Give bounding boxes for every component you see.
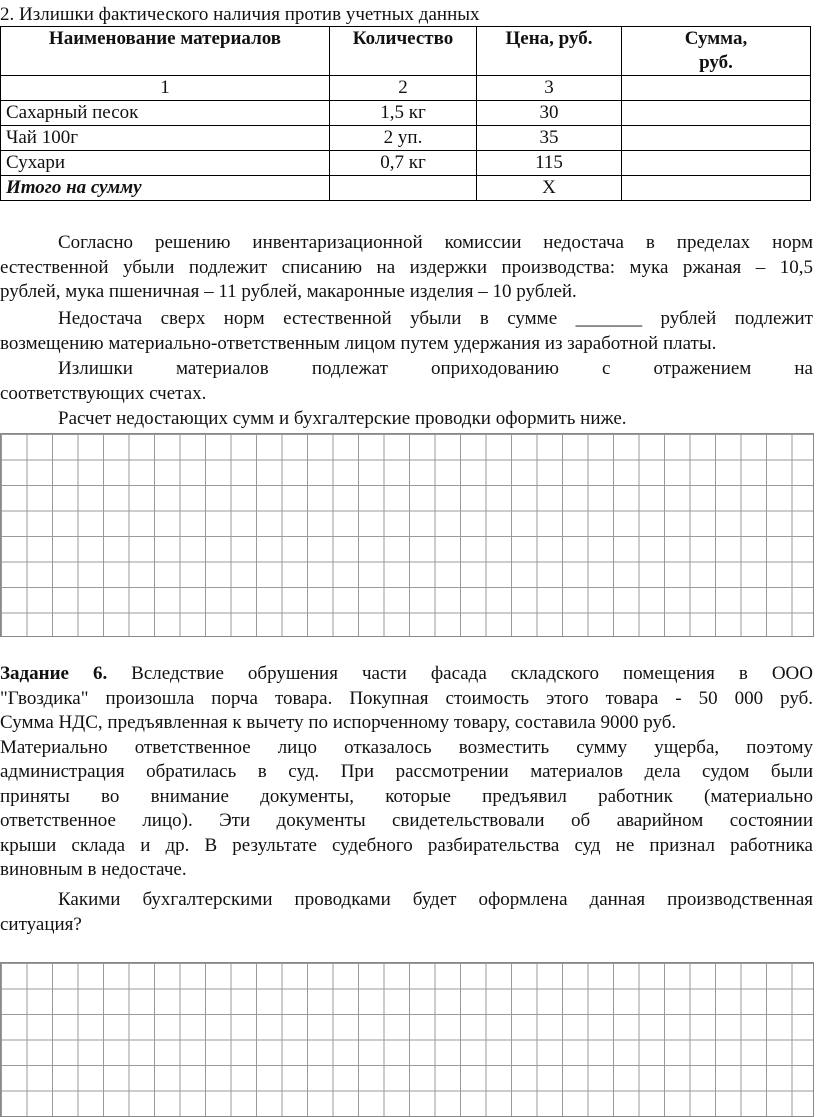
answer-grid[interactable] xyxy=(0,433,814,637)
column-number xyxy=(622,76,811,101)
total-row xyxy=(1,176,811,201)
material-price: 30 xyxy=(477,101,622,126)
task6-question xyxy=(0,888,813,937)
table-row xyxy=(1,151,811,176)
task6-paragraph xyxy=(0,662,813,883)
text-line: "Гвоздика" произошла порча товара. Покупная стоимость этого товара - 50 000 руб. xyxy=(0,687,813,709)
paragraph-shortage xyxy=(0,307,813,356)
text-line: приняты во внимание документы, которые предъявил работник (материально xyxy=(0,785,813,807)
material-quantity: 2 уп. xyxy=(330,126,477,151)
table-row xyxy=(1,101,811,126)
table-header-row xyxy=(1,27,811,76)
material-sum[interactable] xyxy=(622,126,811,151)
column-header-sum xyxy=(622,27,811,76)
total-sum[interactable] xyxy=(622,176,811,201)
task6-label: Задание 6. xyxy=(0,663,108,684)
material-name: Сухари xyxy=(1,151,330,176)
material-name: Сахарный песок xyxy=(1,101,330,126)
section-title: 2. Излишки фактического наличия против учетных данных xyxy=(0,4,480,25)
text-line: соответствующих счетах. xyxy=(0,382,207,404)
total-price: Х xyxy=(477,176,622,201)
paragraph-write-off xyxy=(0,231,813,305)
column-number-row xyxy=(1,76,811,101)
text-line: Расчет недостающих сумм и бухгалтерские проводки оформить ниже. xyxy=(58,408,627,429)
text-line: ситуация? xyxy=(0,913,82,935)
text-line: Согласно решению инвентаризационной комиссии недостача в пределах норм xyxy=(58,232,813,253)
text-line: возмещению материально-ответственным лицом путем удержания из заработной платы. xyxy=(0,332,717,354)
column-number: 3 xyxy=(477,76,622,101)
answer-grid[interactable] xyxy=(0,962,814,1117)
column-header-price: Цена, руб. xyxy=(477,27,622,76)
text-line: Материально ответственное лицо отказалось возместить сумму ущерба, поэтому xyxy=(0,736,813,758)
material-quantity: 0,7 кг xyxy=(330,151,477,176)
text-line: Какими бухгалтерскими проводками будет оформлена данная производственная xyxy=(58,889,813,910)
text-line: естественной убыли подлежит списанию на издержки производства: мука ржаная – 10,5 xyxy=(0,256,813,278)
column-number: 1 xyxy=(1,76,330,101)
paragraph-surplus xyxy=(0,357,813,406)
material-sum[interactable] xyxy=(622,101,811,126)
text-line: Сумма НДС, предъявленная к вычету по испорченному товару, составила 9000 руб. xyxy=(0,712,677,733)
text-line: рублей, мука пшеничная – 11 рублей, макаронные изделия – 10 рублей. xyxy=(0,281,577,302)
text-line: администрация обратилась в суд. При рассмотрении материалов дела судом были xyxy=(0,761,813,782)
text-line: виновным в недостаче. xyxy=(0,859,187,880)
text-line: ответственное лицо). Эти документы свидетельствовали об аварийном состоянии xyxy=(0,810,813,831)
material-quantity: 1,5 кг xyxy=(330,101,477,126)
column-header-quantity: Количество xyxy=(330,27,477,76)
total-quantity xyxy=(330,176,477,201)
text-line: крыши склада и др. В результате судебного разбирательства суд не признал работника xyxy=(0,834,813,856)
text-line: Излишки материалов подлежат оприходованию с отражением на xyxy=(58,358,813,379)
material-price: 35 xyxy=(477,126,622,151)
material-name: Чай 100г xyxy=(1,126,330,151)
sum-header-line2: руб. xyxy=(699,52,733,73)
text-line xyxy=(0,662,813,687)
material-price: 115 xyxy=(477,151,622,176)
total-label: Итого на сумму xyxy=(1,176,330,201)
task6-text: Вследствие обрушения части фасада складского помещения в ООО xyxy=(107,663,814,684)
sum-header-line1: Сумма, xyxy=(684,28,748,49)
text-line: Недостача сверх норм естественной убыли в сумме _______ рублей подлежит xyxy=(58,308,813,329)
column-header-name: Наименование материалов xyxy=(1,27,330,76)
material-sum[interactable] xyxy=(622,151,811,176)
paragraph-instruction xyxy=(0,407,813,432)
column-number: 2 xyxy=(330,76,477,101)
table-row xyxy=(1,126,811,151)
surplus-table xyxy=(0,26,811,201)
